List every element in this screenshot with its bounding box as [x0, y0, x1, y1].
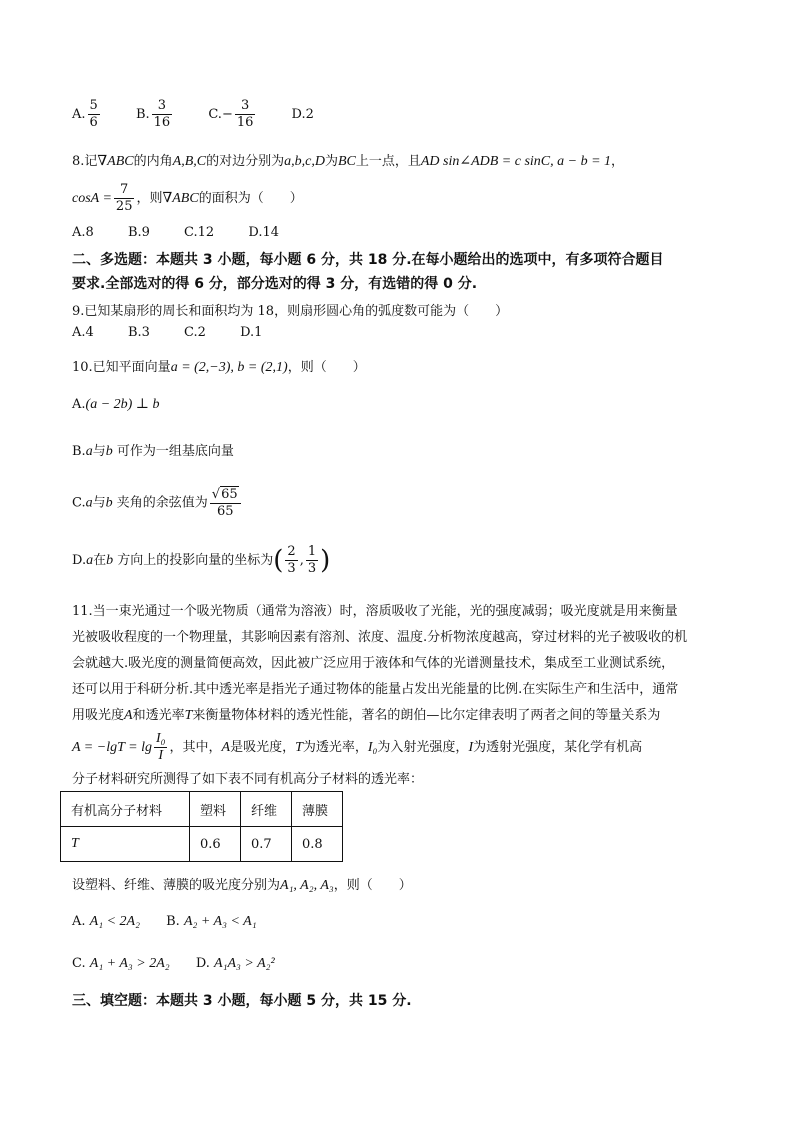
q8-option-c: C.12	[184, 225, 215, 240]
table-header-cell: 薄膜	[292, 792, 343, 827]
q11-para-line1: 11.当一束光通过一个吸光物质（通常为溶液）时，溶质吸收了光能，光的强度减弱；吸光度就是用来衡量	[72, 604, 678, 619]
q9-option-a: A.4	[72, 325, 94, 340]
q11-para-line2: 光被吸收程度的一个物理量，其影响因素有溶剂、浓度、温度.分析物浓度越高，穿过材料的光子被吸收的机	[72, 630, 688, 645]
q11-options-cd	[72, 956, 275, 972]
q11-table-intro: 分子材料研究所测得了如下表不同有机高分子材料的透光率：	[72, 772, 424, 787]
q9-option-c: C.2	[184, 325, 206, 340]
table-cell: 0.7	[241, 827, 292, 862]
q7-option-a: A. $\frac{5}{6}$	[72, 98, 98, 130]
table-cell: T	[61, 827, 190, 862]
q11-para-line4: 还可以用于科研分析.其中透光率是指光子通过物体的能量占发出光能量的比例.在实际生产和生活中，通常	[72, 682, 679, 697]
table-cell: 0.8	[292, 827, 343, 862]
section2-heading-line2: 要求.全部选对的得 6 分，部分选对的得 3 分，有选错的得 0 分.	[72, 276, 478, 292]
q10-option-d: D.a在b 方向上的投影向量的坐标为( $\frac{2}{3}$ , $\frac{1}{3}$ )	[72, 544, 331, 576]
q11-para-line3: 会就越大.吸光度的测量简便高效，因此被广泛应用于液体和气体的光谱测量技术，集成至工业测试系统，	[72, 656, 675, 671]
table-header-cell: 纤维	[241, 792, 292, 827]
q8-option-a: A.8	[72, 225, 94, 240]
table-header-row	[61, 792, 343, 827]
q11-formula-line: A = −lgT = lg $\frac{\text{I₀}}{I}$ ，其中，A是吸光度，T为透光率，I₀为入射光强度，I为透射光强度，某化学有机高	[72, 731, 643, 763]
q7-options	[72, 98, 344, 131]
q7-option-c: C.− $\frac{3}{16}$	[208, 98, 254, 130]
q11-para-line5: 用吸光度A和透光率T来衡量物体材料的透光性能，著名的朗伯—比尔定律表明了两者之间的等量关系为	[72, 708, 661, 723]
section3-heading: 三、填空题：本题共 3 小题，每小题 5 分，共 15 分.	[72, 993, 412, 1009]
q9-stem: 9.已知某扇形的周长和面积均为 18，则扇形圆心角的弧度数可能为（ ）	[72, 304, 509, 319]
q11-option-d: D. A₁A₃ > A₂²	[195, 956, 275, 971]
q10-option-c: C.a与b 夹角的余弦值为 $\frac{√65}{65}$	[72, 486, 243, 520]
table-header-cell: 有机高分子材料	[61, 792, 190, 827]
q10-stem: 10.已知平面向量a = (2,−3), b = (2,1)，则（ ）	[72, 360, 366, 375]
table-cell: 0.6	[190, 827, 241, 862]
q9-options	[72, 325, 292, 340]
q8-option-d: D.14	[248, 225, 279, 240]
section2-heading-line1: 二、多选题：本题共 3 小题，每小题 6 分，共 18 分.在每小题给出的选项中，有多项符合题目	[72, 252, 664, 268]
q8-option-b: B.9	[127, 225, 150, 240]
table-row	[61, 827, 343, 862]
table-header-cell: 塑料	[190, 792, 241, 827]
q11-option-b: B. A₂ + A₃ < A₁	[166, 914, 257, 929]
q7-option-b: B. $\frac{3}{16}$	[135, 98, 171, 130]
q10-option-a: A.(a − 2b) ⊥ b	[72, 397, 160, 412]
q8-stem-line2: cosA = $\frac{7}{25}$ ，则∇ABC的面积为（ ）	[72, 182, 303, 214]
q8-stem-line1: 8.记∇ABC的内角A,B,C的对边分别为a,b,c,D为BC上一点，且AD sin∠ADB = c sinC, a − b = 1，	[72, 154, 625, 169]
q8-options	[72, 225, 309, 240]
q11-options-ab	[72, 914, 257, 930]
q11-option-a: A. A₁ < 2A₂	[72, 914, 140, 929]
transmittance-table	[60, 791, 343, 862]
q10-option-b: B.a与b 可作为一组基底向量	[72, 444, 234, 459]
q11-question: 设塑料、纤维、薄膜的吸光度分别为A₁, A₂, A₃，则（ ）	[72, 878, 412, 893]
q7-option-d: D.2	[291, 107, 314, 122]
q9-option-b: B.3	[127, 325, 150, 340]
q9-option-d: D.1	[240, 325, 263, 340]
q11-option-c: C. A₁ + A₃ > 2A₂	[72, 956, 170, 971]
